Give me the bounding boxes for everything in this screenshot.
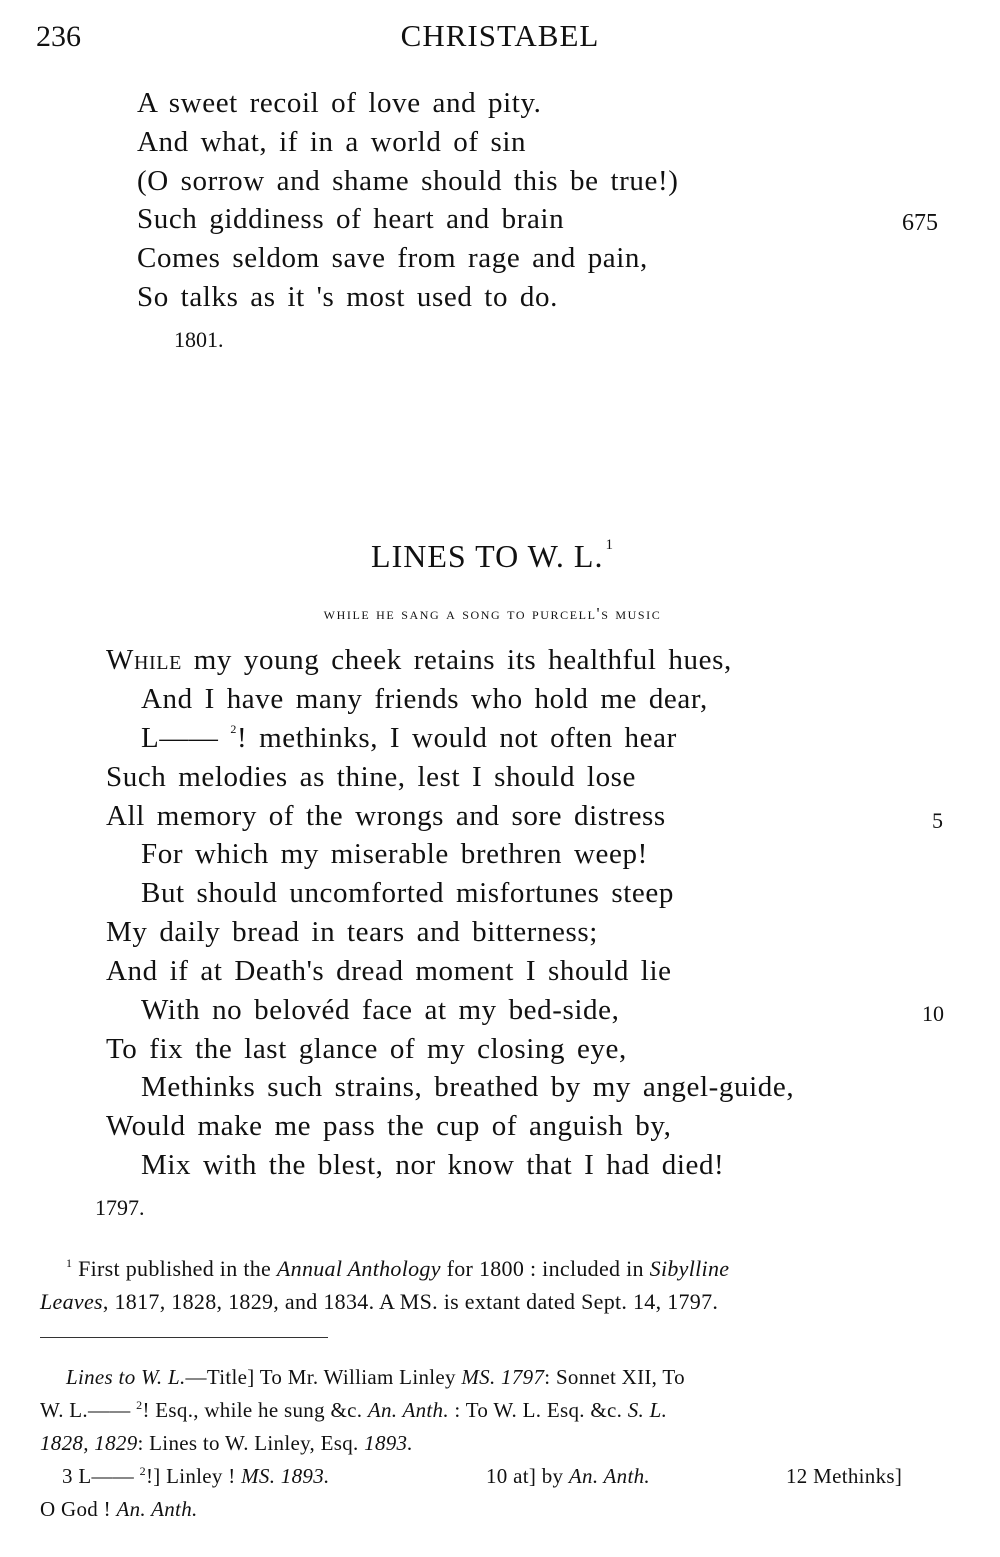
poem-title: LINES TO W. L. $^1$	[371, 537, 614, 574]
verse-line: For which my miserable brethren weep!	[141, 838, 648, 870]
variant-note: 1828, 1829: Lines to W. Linley, Esq. 1893.	[40, 1431, 413, 1455]
verse-line: Methinks such strains, breathed by my angel-guide,	[141, 1071, 795, 1103]
footnote-marker: 1	[66, 1256, 73, 1270]
date: 1797.	[95, 1195, 145, 1220]
verse-line: My daily bread in tears and bitterness;	[106, 916, 598, 948]
verse-line: And what, if in a world of sin	[137, 126, 527, 158]
page-number: 236	[36, 20, 81, 53]
verse-line: Would make me pass the cup of anguish by,	[106, 1110, 672, 1142]
date: 1801.	[174, 327, 224, 352]
running-title: CHRISTABEL	[400, 18, 600, 53]
variant-note: O God ! An. Anth.	[40, 1497, 198, 1521]
line-number: 10	[922, 1001, 944, 1026]
variant-note: 3 L—— $^2$!] Linley ! MS. 1893.	[62, 1464, 330, 1488]
footnote-ref: 1	[605, 537, 614, 553]
verse-line: To fix the last glance of my closing eye,	[106, 1033, 627, 1065]
verse-line: While my young cheek retains its healthful hues,	[106, 644, 732, 676]
variant-note: 10 at] by An. Anth.	[486, 1464, 650, 1488]
verse-line: And if at Death's dread moment I should lie	[106, 955, 672, 987]
verse-line: But should uncomforted misfortunes steep	[141, 877, 674, 909]
line-number: 5	[932, 808, 943, 833]
verse-line: (O sorrow and shame should this be true!)	[137, 165, 679, 197]
verse-line: Such giddiness of heart and brain	[137, 203, 565, 235]
verse-line: So talks as it 's most used to do.	[137, 281, 558, 313]
verse-line: And I have many friends who hold me dear,	[141, 683, 708, 715]
footnote: Leaves, 1817, 1828, 1829, and 1834. A MS. is extant dated Sept. 14, 1797.	[40, 1289, 719, 1314]
verse-line: All memory of the wrongs and sore distress	[106, 800, 666, 832]
poem-subtitle: while he sang a song to purcell's music	[323, 604, 662, 623]
line-number: 675	[902, 210, 938, 236]
verse-line: Such melodies as thine, lest I should lose	[106, 761, 637, 793]
footnote-ref: 2	[136, 1398, 143, 1412]
verse-line: L—— $^2$! methinks, I would not often hear	[141, 722, 677, 754]
variant-note: Lines to W. L.—Title] To Mr. William Linley MS. 1797: Sonnet XII, To	[66, 1365, 685, 1389]
footnote: $^1$ First published in the Annual Anthology for 1800 : included in Sibylline	[66, 1256, 730, 1281]
footnote-ref: 2	[139, 1464, 146, 1478]
verse-line: Comes seldom save from rage and pain,	[137, 242, 648, 274]
variant-note: 12 Methinks]	[786, 1464, 903, 1488]
verse-line: With no belovéd face at my bed-side,	[141, 994, 620, 1026]
footnote-ref: 2	[230, 722, 237, 736]
verse-line: Mix with the blest, nor know that I had died!	[141, 1149, 725, 1181]
variant-note: W. L.—— $^2$! Esq., while he sung &c. An. Anth. : To W. L. Esq. &c. S. L.	[40, 1398, 668, 1422]
verse-line: A sweet recoil of love and pity.	[137, 87, 542, 119]
footnote-divider	[40, 1337, 328, 1338]
